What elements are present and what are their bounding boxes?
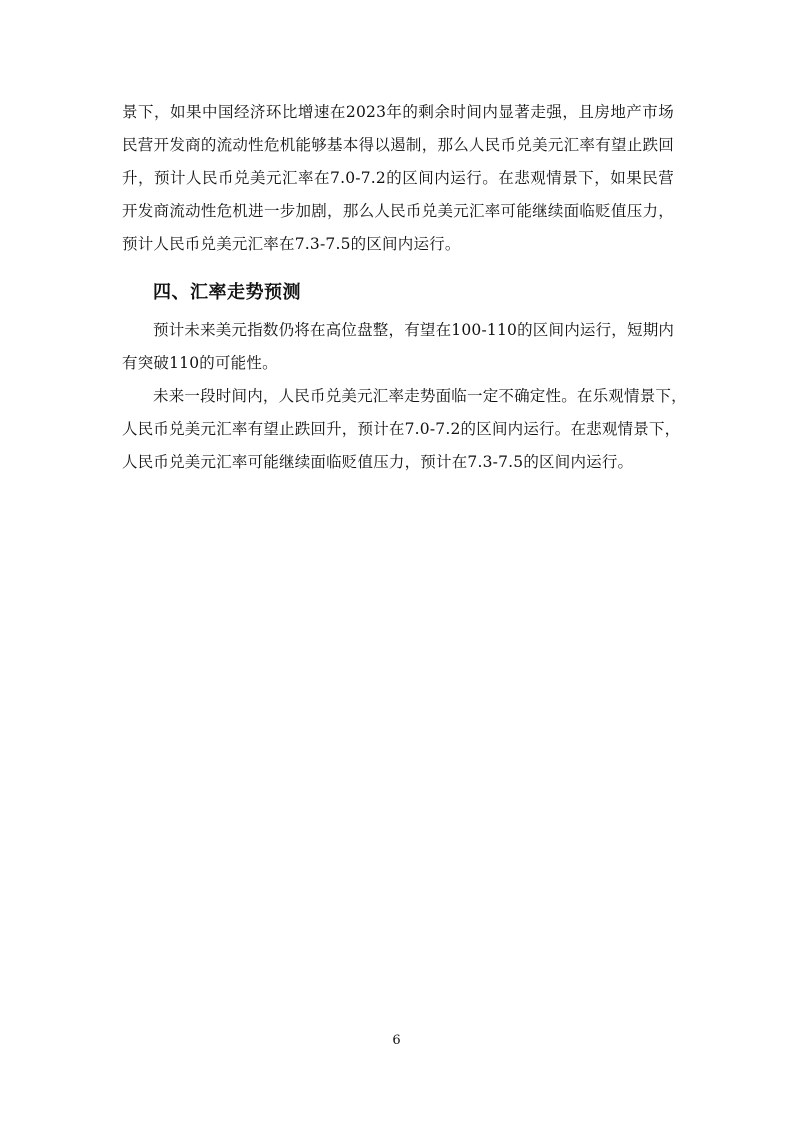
text-line: 开发商流动性危机进一步加剧，那么人民币兑美元汇率可能继续面临贬值压力， — [122, 202, 674, 220]
paragraph-dollar-index-forecast — [122, 314, 674, 380]
text-line: 民营开发商的流动性危机能够基本得以遏制，那么人民币兑美元汇率有望止跌回 — [122, 136, 674, 154]
text-line: 预计未来美元指数仍将在高位盘整，有望在100-110的区间内运行，短期内 — [153, 321, 675, 339]
paragraph-scenario-analysis — [122, 96, 674, 261]
text-line: 预计人民币兑美元汇率在7.3-7.5的区间内运行。 — [122, 235, 461, 253]
text-line: 有突破110的可能性。 — [122, 354, 278, 372]
paragraph-rmb-forecast — [122, 380, 687, 479]
section-heading: 四、汇率走势预测 — [153, 282, 301, 303]
text-line: 升，预计人民币兑美元汇率在7.0-7.2的区间内运行。在悲观情景下，如果民营 — [122, 169, 674, 187]
text-line: 人民币兑美元汇率可能继续面临贬值压力，预计在7.3-7.5的区间内运行。 — [122, 453, 634, 471]
page-number: 6 — [392, 1033, 401, 1048]
document-body — [122, 96, 687, 479]
text-line: 人民币兑美元汇率有望止跌回升，预计在7.0-7.2的区间内运行。在悲观情景下， — [122, 420, 681, 438]
text-line: 景下，如果中国经济环比增速在2023年的剩余时间内显著走强，且房地产市场 — [122, 103, 674, 121]
text-line: 未来一段时间内，人民币兑美元汇率走势面临一定不确定性。在乐观情景下， — [153, 387, 687, 405]
